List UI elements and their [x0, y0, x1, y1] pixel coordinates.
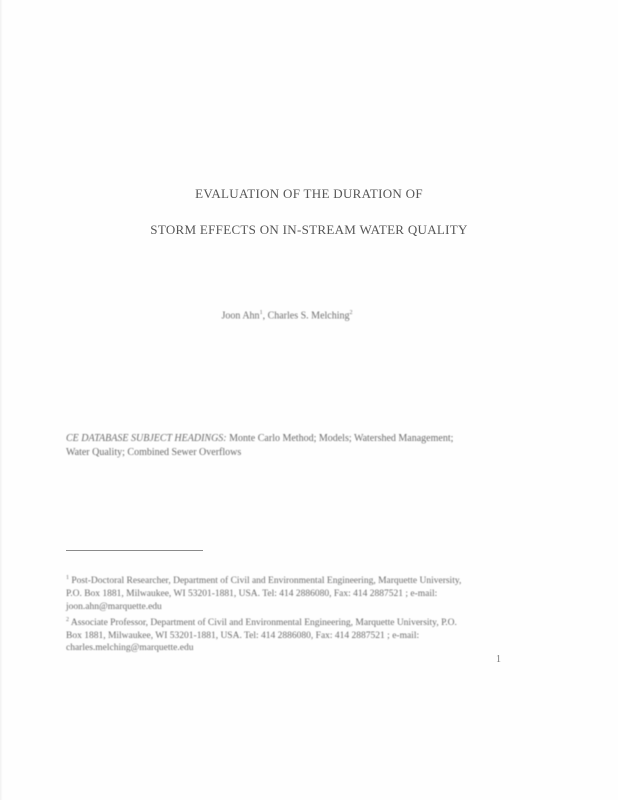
- footnote-mark: 1: [259, 310, 263, 316]
- footnote: [66, 614, 474, 656]
- footnote: [66, 572, 474, 614]
- title-line-2: STORM EFFECTS ON IN-STREAM WATER QUALITY: [150, 222, 468, 237]
- footnote-separator: [66, 550, 203, 551]
- footnote-mark: 1: [66, 575, 69, 581]
- author-name: Charles S. Melching: [267, 310, 350, 322]
- author-separator: ,: [262, 310, 268, 322]
- author-name: Joon Ahn: [221, 310, 260, 322]
- title-line-1: EVALUATION OF THE DURATION OF: [195, 186, 423, 201]
- footnote-text: Post-Doctoral Researcher, Department of Civil and Environmental Engineering, Marquette University, P.O. Box 1881, Milwaukee, WI 53201-1881, USA. Tel: 414 2886080, Fax: 414 2887521 ; e-mail: joon.ahn@marquette.edu: [66, 576, 462, 612]
- footnote-mark: 2: [66, 616, 69, 623]
- scan-edge-shadow: [0, 0, 3, 800]
- footnotes: [66, 572, 474, 655]
- subject-headings-label: CE DATABASE SUBJECT HEADINGS:: [66, 433, 227, 444]
- footnote-text: Associate Professor, Department of Civil and Environmental Engineering, Marquette University, P.O. Box 1881, Milwaukee, WI 53201-1881, USA. Tel: 414 2886080, Fax: 414 2887521 ; e-mail: charles.melching@marquette.edu: [66, 617, 457, 654]
- page-number: 1: [496, 654, 501, 665]
- author-line: [0, 310, 574, 321]
- footnote-mark: 2: [349, 310, 353, 316]
- subject-headings: [66, 432, 466, 460]
- subject-headings-text: Monte Carlo Method; Models; Watershed Management; Water Quality; Combined Sewer Overflows: [66, 433, 454, 458]
